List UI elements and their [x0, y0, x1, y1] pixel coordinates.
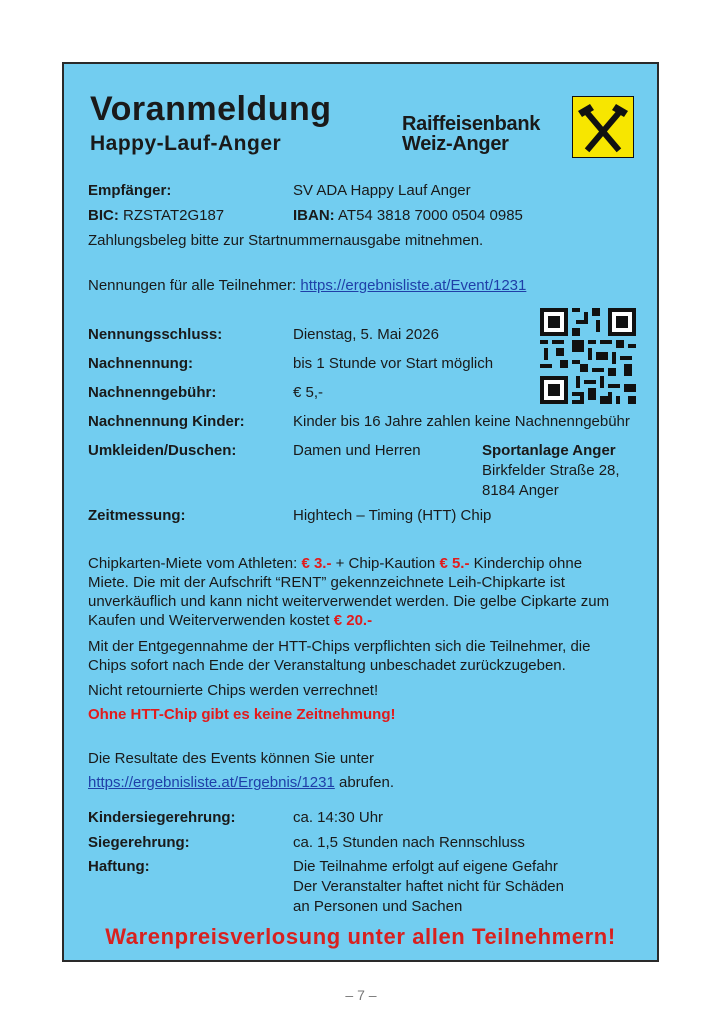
- bic-line: [88, 207, 224, 225]
- chip-charge-note: Nicht retournierte Chips werden verrechnet!: [88, 682, 379, 699]
- page-number: – 7 –: [345, 987, 377, 1003]
- venue-street: Birkfelder Straße 28,: [482, 462, 620, 479]
- ceremony-label: Siegerehrung:: [88, 834, 190, 851]
- liability-line3: an Personen und Sachen: [293, 898, 463, 915]
- raiffeisen-logo-icon: [572, 96, 634, 158]
- registration-flyer: [62, 62, 659, 962]
- iban-label: IBAN:: [293, 207, 335, 224]
- timing-value: Hightech – Timing (HTT) Chip: [293, 507, 492, 524]
- qr-code-icon[interactable]: [540, 308, 636, 404]
- chip-return-line1: Mit der Entgegennahme der HTT-Chips verpflichten sich die Teilnehmer, die: [88, 638, 591, 655]
- venue-name: Sportanlage Anger: [482, 442, 616, 459]
- kids-ceremony-label: Kindersiegerehrung:: [88, 809, 236, 826]
- page-title: Voranmeldung: [90, 90, 332, 128]
- deadline-value: Dienstag, 5. Mai 2026: [293, 326, 439, 343]
- registration-link[interactable]: https://ergebnisliste.at/Event/1231: [300, 277, 527, 294]
- late-fee-value: € 5,-: [293, 384, 324, 401]
- bic-label: BIC:: [88, 207, 119, 224]
- bank-name: Raiffeisenbank: [402, 113, 541, 135]
- venue-city: 8184 Anger: [482, 482, 559, 499]
- iban-value: AT54 3818 7000 0504 0985: [338, 207, 523, 224]
- chip-rent-line2: Miete. Die mit der Aufschrift “RENT” gekennzeichnete Leih-Chipkarte ist: [88, 574, 565, 591]
- chip-rent-line1: [88, 555, 582, 573]
- registration-text: Nennungen für alle Teilnehmer:: [88, 277, 297, 294]
- timing-label: Zeitmessung:: [88, 507, 186, 524]
- chip-warning: Ohne HTT-Chip gibt es keine Zeitnehmung!: [88, 706, 396, 723]
- raffle-banner: Warenpreisverlosung unter allen Teilnehmern!: [105, 924, 616, 949]
- chip-text-b: + Chip-Kaution: [331, 555, 440, 572]
- results-text: Die Resultate des Events können Sie unter: [88, 750, 375, 767]
- chip-return-line2: Chips sofort nach Ende der Veranstaltung unbeschadet zurückzugeben.: [88, 657, 566, 674]
- chip-rent-price: € 3.-: [301, 555, 332, 572]
- results-link[interactable]: https://ergebnisliste.at/Ergebnis/1231: [88, 774, 335, 791]
- event-subtitle: Happy-Lauf-Anger: [90, 132, 282, 155]
- kids-ceremony-value: ca. 14:30 Uhr: [293, 809, 384, 826]
- chip-deposit-price: € 5.-: [439, 555, 470, 572]
- ceremony-value: ca. 1,5 Stunden nach Rennschluss: [293, 834, 525, 851]
- bic-value: RZSTAT2G187: [123, 207, 225, 224]
- late-registration-label: Nachnennung:: [88, 355, 193, 372]
- recipient-label: Empfänger:: [88, 182, 172, 199]
- chip-rent-line4: [88, 612, 372, 630]
- recipient-value: SV ADA Happy Lauf Anger: [293, 182, 471, 199]
- late-kids-label: Nachnennung Kinder:: [88, 413, 245, 430]
- iban-line: [293, 207, 523, 225]
- results-suffix: abrufen.: [334, 774, 395, 791]
- registration-line: [88, 277, 526, 295]
- chip-text-c: Kinderchip ohne: [469, 555, 583, 572]
- chip-buy-price: € 20.-: [333, 612, 373, 629]
- chip-text-a: Chipkarten-Miete vom Athleten:: [88, 555, 302, 572]
- liability-label: Haftung:: [88, 858, 150, 875]
- liability-line1: Die Teilnahme erfolgt auf eigene Gefahr: [293, 858, 558, 875]
- deadline-label: Nennungsschluss:: [88, 326, 223, 343]
- changing-label: Umkleiden/Duschen:: [88, 442, 237, 459]
- liability-line2: Der Veranstalter haftet nicht für Schäden: [293, 878, 564, 895]
- late-registration-value: bis 1 Stunde vor Start möglich: [293, 355, 494, 372]
- results-line: [88, 774, 394, 792]
- bank-branch: Weiz-Anger: [402, 133, 509, 155]
- chip-rent-line3: unverkäuflich und kann nicht weiterverwendet werden. Die gelbe Cipkarte zum: [88, 593, 610, 610]
- chip-buy-text: Kaufen und Weiterverwenden kostet: [88, 612, 334, 629]
- receipt-note: Zahlungsbeleg bitte zur Startnummernausgabe mitnehmen.: [88, 232, 484, 249]
- late-fee-label: Nachnenngebühr:: [88, 384, 217, 401]
- changing-value: Damen und Herren: [293, 442, 421, 459]
- late-kids-value: Kinder bis 16 Jahre zahlen keine Nachnenngebühr: [293, 413, 630, 430]
